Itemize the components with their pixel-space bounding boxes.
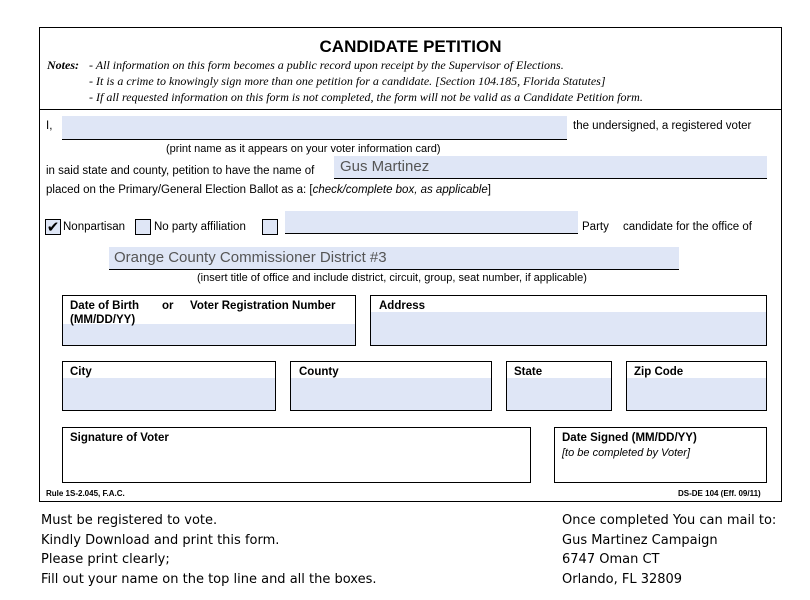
instructions-left [41, 511, 377, 590]
county-fill[interactable] [291, 378, 491, 410]
notes-divider [39, 109, 782, 110]
or-label: or [162, 300, 174, 312]
signature-box[interactable] [62, 427, 531, 483]
notes-label: Notes: [47, 58, 79, 72]
address-label: Address [379, 300, 426, 312]
zip-label: Zip Code [634, 366, 684, 378]
city-label: City [70, 366, 92, 378]
placed-on-close: ] [487, 184, 491, 196]
city-box[interactable] [62, 361, 276, 411]
mailing-line: Once completed You can mail to: [562, 513, 777, 528]
county-box[interactable] [290, 361, 492, 411]
undersigned-text: the undersigned, a registered voter [573, 120, 752, 132]
candidate-name-value: Gus Martinez [340, 158, 430, 175]
form-title: CANDIDATE PETITION [319, 37, 502, 56]
date-signed-box[interactable] [554, 427, 767, 483]
no-party-checkbox[interactable] [135, 219, 151, 235]
zip-box[interactable] [626, 361, 767, 411]
print-name-hint: (print name as it appears on your voter information card) [166, 143, 441, 155]
signature-label: Signature of Voter [70, 432, 169, 444]
note-line-3: - If all requested information on this form is not completed, the form will not be valid as a Candidate Petition form. [89, 90, 643, 104]
note-line-2: - It is a crime to knowingly sign more than one petition for a candidate. [Section 104.185, Florida Statutes] [89, 74, 606, 88]
office-field[interactable] [109, 247, 679, 270]
instruction-line: Must be registered to vote. [41, 513, 218, 528]
mailing-line: Gus Martinez Campaign [562, 532, 718, 548]
city-fill[interactable] [63, 378, 275, 410]
address-box[interactable] [370, 295, 767, 346]
date-signed-label: Date Signed (MM/DD/YY) [562, 432, 697, 444]
state-box[interactable] [506, 361, 612, 411]
party-label: Party [582, 221, 609, 233]
office-value: Orange County Commissioner District #3 [114, 249, 387, 266]
voter-reg-label: Voter Registration Number [190, 300, 336, 312]
notes-block [47, 58, 79, 73]
dob-voter-reg-fill[interactable] [63, 324, 355, 345]
check-instruction: check/complete box, as applicable [312, 184, 488, 196]
instruction-line: Fill out your name on the top line and all the boxes. [41, 572, 377, 588]
state-fill[interactable] [507, 378, 611, 410]
placed-on-line [46, 184, 491, 196]
mailing-line: Orlando, FL 32809 [562, 572, 683, 588]
rule-reference: Rule 1S-2.045, F.A.C. [46, 489, 125, 498]
candidate-name-field[interactable] [334, 156, 767, 179]
instruction-line: Kindly Download and print this form. [41, 532, 280, 548]
nonpartisan-checkbox[interactable]: ✔ [46, 219, 60, 236]
placed-on-text: placed on the Primary/General Election Ballot as a: [ [46, 184, 313, 196]
note-line-1: - All information on this form becomes a public record upon receipt by the Supervisor of Elections. [89, 58, 564, 72]
office-of-text: candidate for the office of [623, 221, 752, 233]
i-label: I, [46, 120, 53, 132]
dob-format: (MM/DD/YY) [70, 314, 136, 326]
form-id: DS-DE 104 (Eff. 09/11) [678, 489, 761, 498]
dob-voter-reg-box[interactable] [62, 295, 356, 346]
office-hint: (insert title of office and include district, circuit, group, seat number, if applicable) [197, 272, 587, 284]
county-label: County [299, 366, 339, 378]
dob-label: Date of Birth [70, 300, 139, 312]
mailing-address [562, 511, 776, 590]
instruction-line: Please print clearly; [41, 552, 170, 568]
address-fill[interactable] [371, 312, 766, 345]
nonpartisan-label: Nonpartisan [63, 221, 126, 233]
state-county-text: in said state and county, petition to have the name of [46, 165, 315, 177]
state-label: State [514, 366, 543, 378]
zip-fill[interactable] [627, 378, 766, 410]
party-name-field[interactable] [285, 211, 578, 234]
date-signed-hint: [to be completed by Voter] [562, 447, 690, 459]
no-party-label: No party affiliation [154, 221, 246, 233]
party-checkbox[interactable] [262, 219, 278, 235]
mailing-line: 6747 Oman CT [562, 552, 660, 568]
voter-name-field[interactable] [62, 116, 567, 140]
